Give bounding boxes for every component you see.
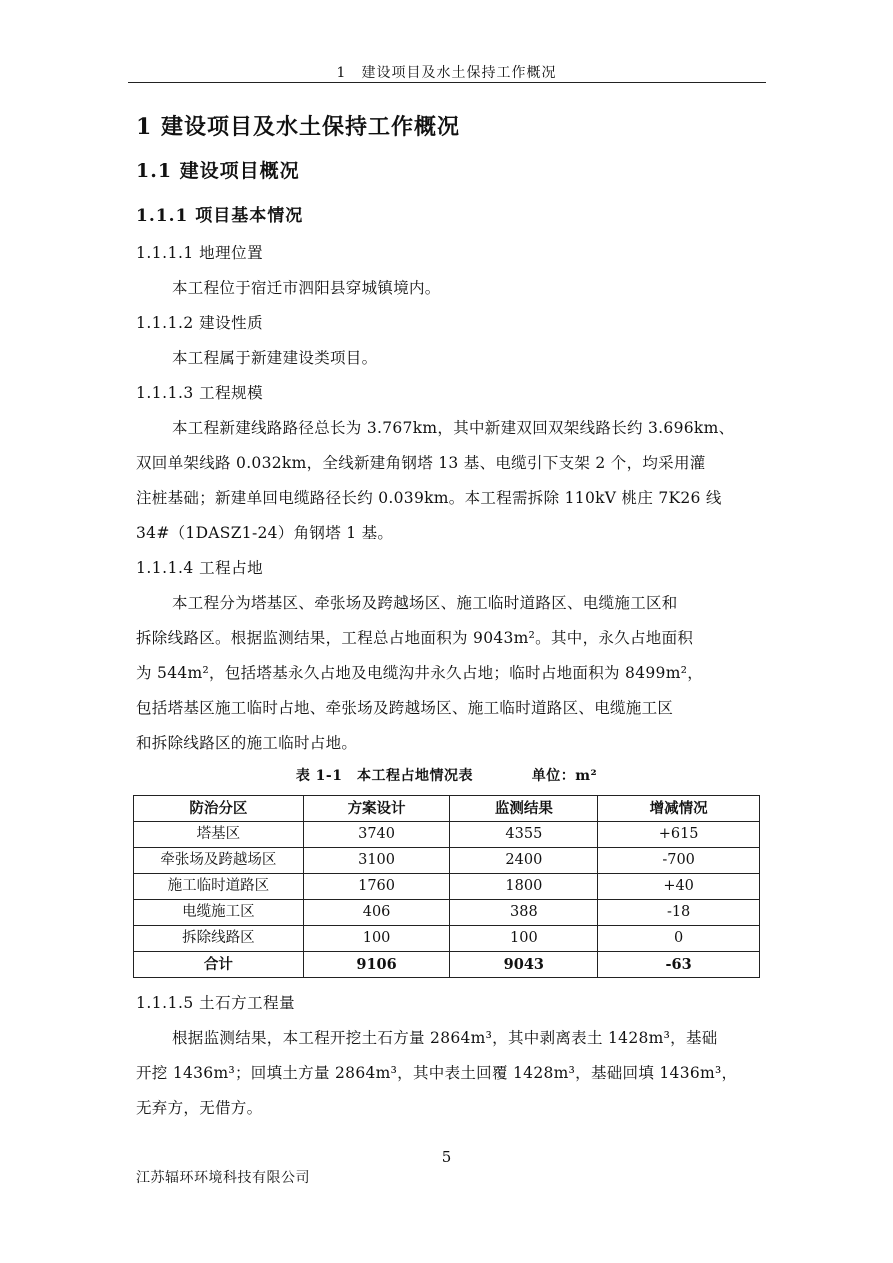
subsection-title: 1.1.1 项目基本情况 bbox=[136, 206, 304, 226]
running-header: 1 建设项目及水土保持工作概况 bbox=[336, 65, 557, 81]
col-header: 方案设计 bbox=[303, 796, 450, 822]
table-cell: 406 bbox=[303, 900, 450, 926]
table-row bbox=[134, 848, 760, 874]
table-cell: 塔基区 bbox=[134, 822, 304, 848]
para-earthwork-line: 开挖 1436m³；回填土方量 2864m³，其中表土回覆 1428m³，基础回填 1436m³， bbox=[136, 1064, 738, 1082]
para-nature: 本工程属于新建建设类项目。 bbox=[172, 349, 378, 367]
para-land-line: 为 544m²，包括塔基永久占地及电缆沟井永久占地；临时占地面积为 8499m²， bbox=[136, 664, 704, 682]
table-cell: 2400 bbox=[450, 848, 598, 874]
table-cell: 拆除线路区 bbox=[134, 926, 304, 952]
table-row bbox=[134, 822, 760, 848]
table-cell: -18 bbox=[598, 900, 760, 926]
heading-nature: 1.1.1.2 建设性质 bbox=[136, 314, 264, 332]
heading-earthwork: 1.1.1.5 土石方工程量 bbox=[136, 994, 296, 1012]
land-occupation-table bbox=[133, 795, 760, 978]
para-land-line: 拆除线路区。根据监测结果，工程总占地面积为 9043m²。其中，永久占地面积 bbox=[136, 629, 694, 647]
para-scale-line: 双回单架线路 0.032km，全线新建角钢塔 13 基、电缆引下支架 2 个，均采用灌 bbox=[136, 454, 706, 472]
col-header: 增减情况 bbox=[598, 796, 760, 822]
table-total-row bbox=[134, 952, 760, 978]
table-caption-unit: 单位：m² bbox=[531, 768, 598, 784]
para-scale-line: 本工程新建线路路径总长为 3.767km，其中新建双回双架线路长约 3.696km、 bbox=[172, 419, 735, 437]
table-cell: 9106 bbox=[303, 952, 450, 978]
table-cell: 0 bbox=[598, 926, 760, 952]
table-row bbox=[134, 874, 760, 900]
table-cell: 4355 bbox=[450, 822, 598, 848]
table-cell: 牵张场及跨越场区 bbox=[134, 848, 304, 874]
para-land-line: 包括塔基区施工临时占地、牵张场及跨越场区、施工临时道路区、电缆施工区 bbox=[136, 699, 674, 717]
table-row bbox=[134, 900, 760, 926]
table-caption-title: 表 1-1 本工程占地情况表 bbox=[295, 768, 473, 784]
table-cell: 1800 bbox=[450, 874, 598, 900]
para-scale-line: 注桩基础；新建单回电缆路径长约 0.039km。本工程需拆除 110kV 桃庄 7K26 线 bbox=[136, 489, 722, 507]
para-location: 本工程位于宿迁市泗阳县穿城镇境内。 bbox=[172, 279, 441, 297]
section-title: 1.1 建设项目概况 bbox=[136, 160, 300, 182]
table-cell: 施工临时道路区 bbox=[134, 874, 304, 900]
table-cell: 电缆施工区 bbox=[134, 900, 304, 926]
para-scale-line: 34#（1DASZ1-24）角钢塔 1 基。 bbox=[136, 524, 394, 542]
heading-location: 1.1.1.1 地理位置 bbox=[136, 244, 264, 262]
table-cell: 9043 bbox=[450, 952, 598, 978]
chapter-title: 1 建设项目及水土保持工作概况 bbox=[136, 114, 460, 140]
table-cell: 3100 bbox=[303, 848, 450, 874]
table-cell: 3740 bbox=[303, 822, 450, 848]
table-cell: 100 bbox=[450, 926, 598, 952]
table-cell: 合计 bbox=[134, 952, 304, 978]
table-cell: -700 bbox=[598, 848, 760, 874]
table-cell: 388 bbox=[450, 900, 598, 926]
col-header: 监测结果 bbox=[450, 796, 598, 822]
table-header-row bbox=[134, 796, 760, 822]
table-cell: 1760 bbox=[303, 874, 450, 900]
para-land-line: 本工程分为塔基区、牵张场及跨越场区、施工临时道路区、电缆施工区和 bbox=[172, 594, 678, 612]
para-earthwork-line: 无弃方，无借方。 bbox=[136, 1099, 263, 1117]
table-cell: -63 bbox=[598, 952, 760, 978]
page-number: 5 bbox=[441, 1148, 452, 1166]
heading-scale: 1.1.1.3 工程规模 bbox=[136, 384, 264, 402]
table-row bbox=[134, 926, 760, 952]
heading-land: 1.1.1.4 工程占地 bbox=[136, 559, 264, 577]
para-land-line: 和拆除线路区的施工临时占地。 bbox=[136, 734, 358, 752]
table-cell: +615 bbox=[598, 822, 760, 848]
footer-company: 江苏辐环环境科技有限公司 bbox=[136, 1170, 310, 1186]
para-earthwork-line: 根据监测结果，本工程开挖土石方量 2864m³，其中剥离表土 1428m³，基础 bbox=[172, 1029, 718, 1047]
header-rule bbox=[128, 82, 766, 83]
table-caption bbox=[0, 765, 893, 785]
table-cell: 100 bbox=[303, 926, 450, 952]
table-cell: +40 bbox=[598, 874, 760, 900]
col-header: 防治分区 bbox=[134, 796, 304, 822]
